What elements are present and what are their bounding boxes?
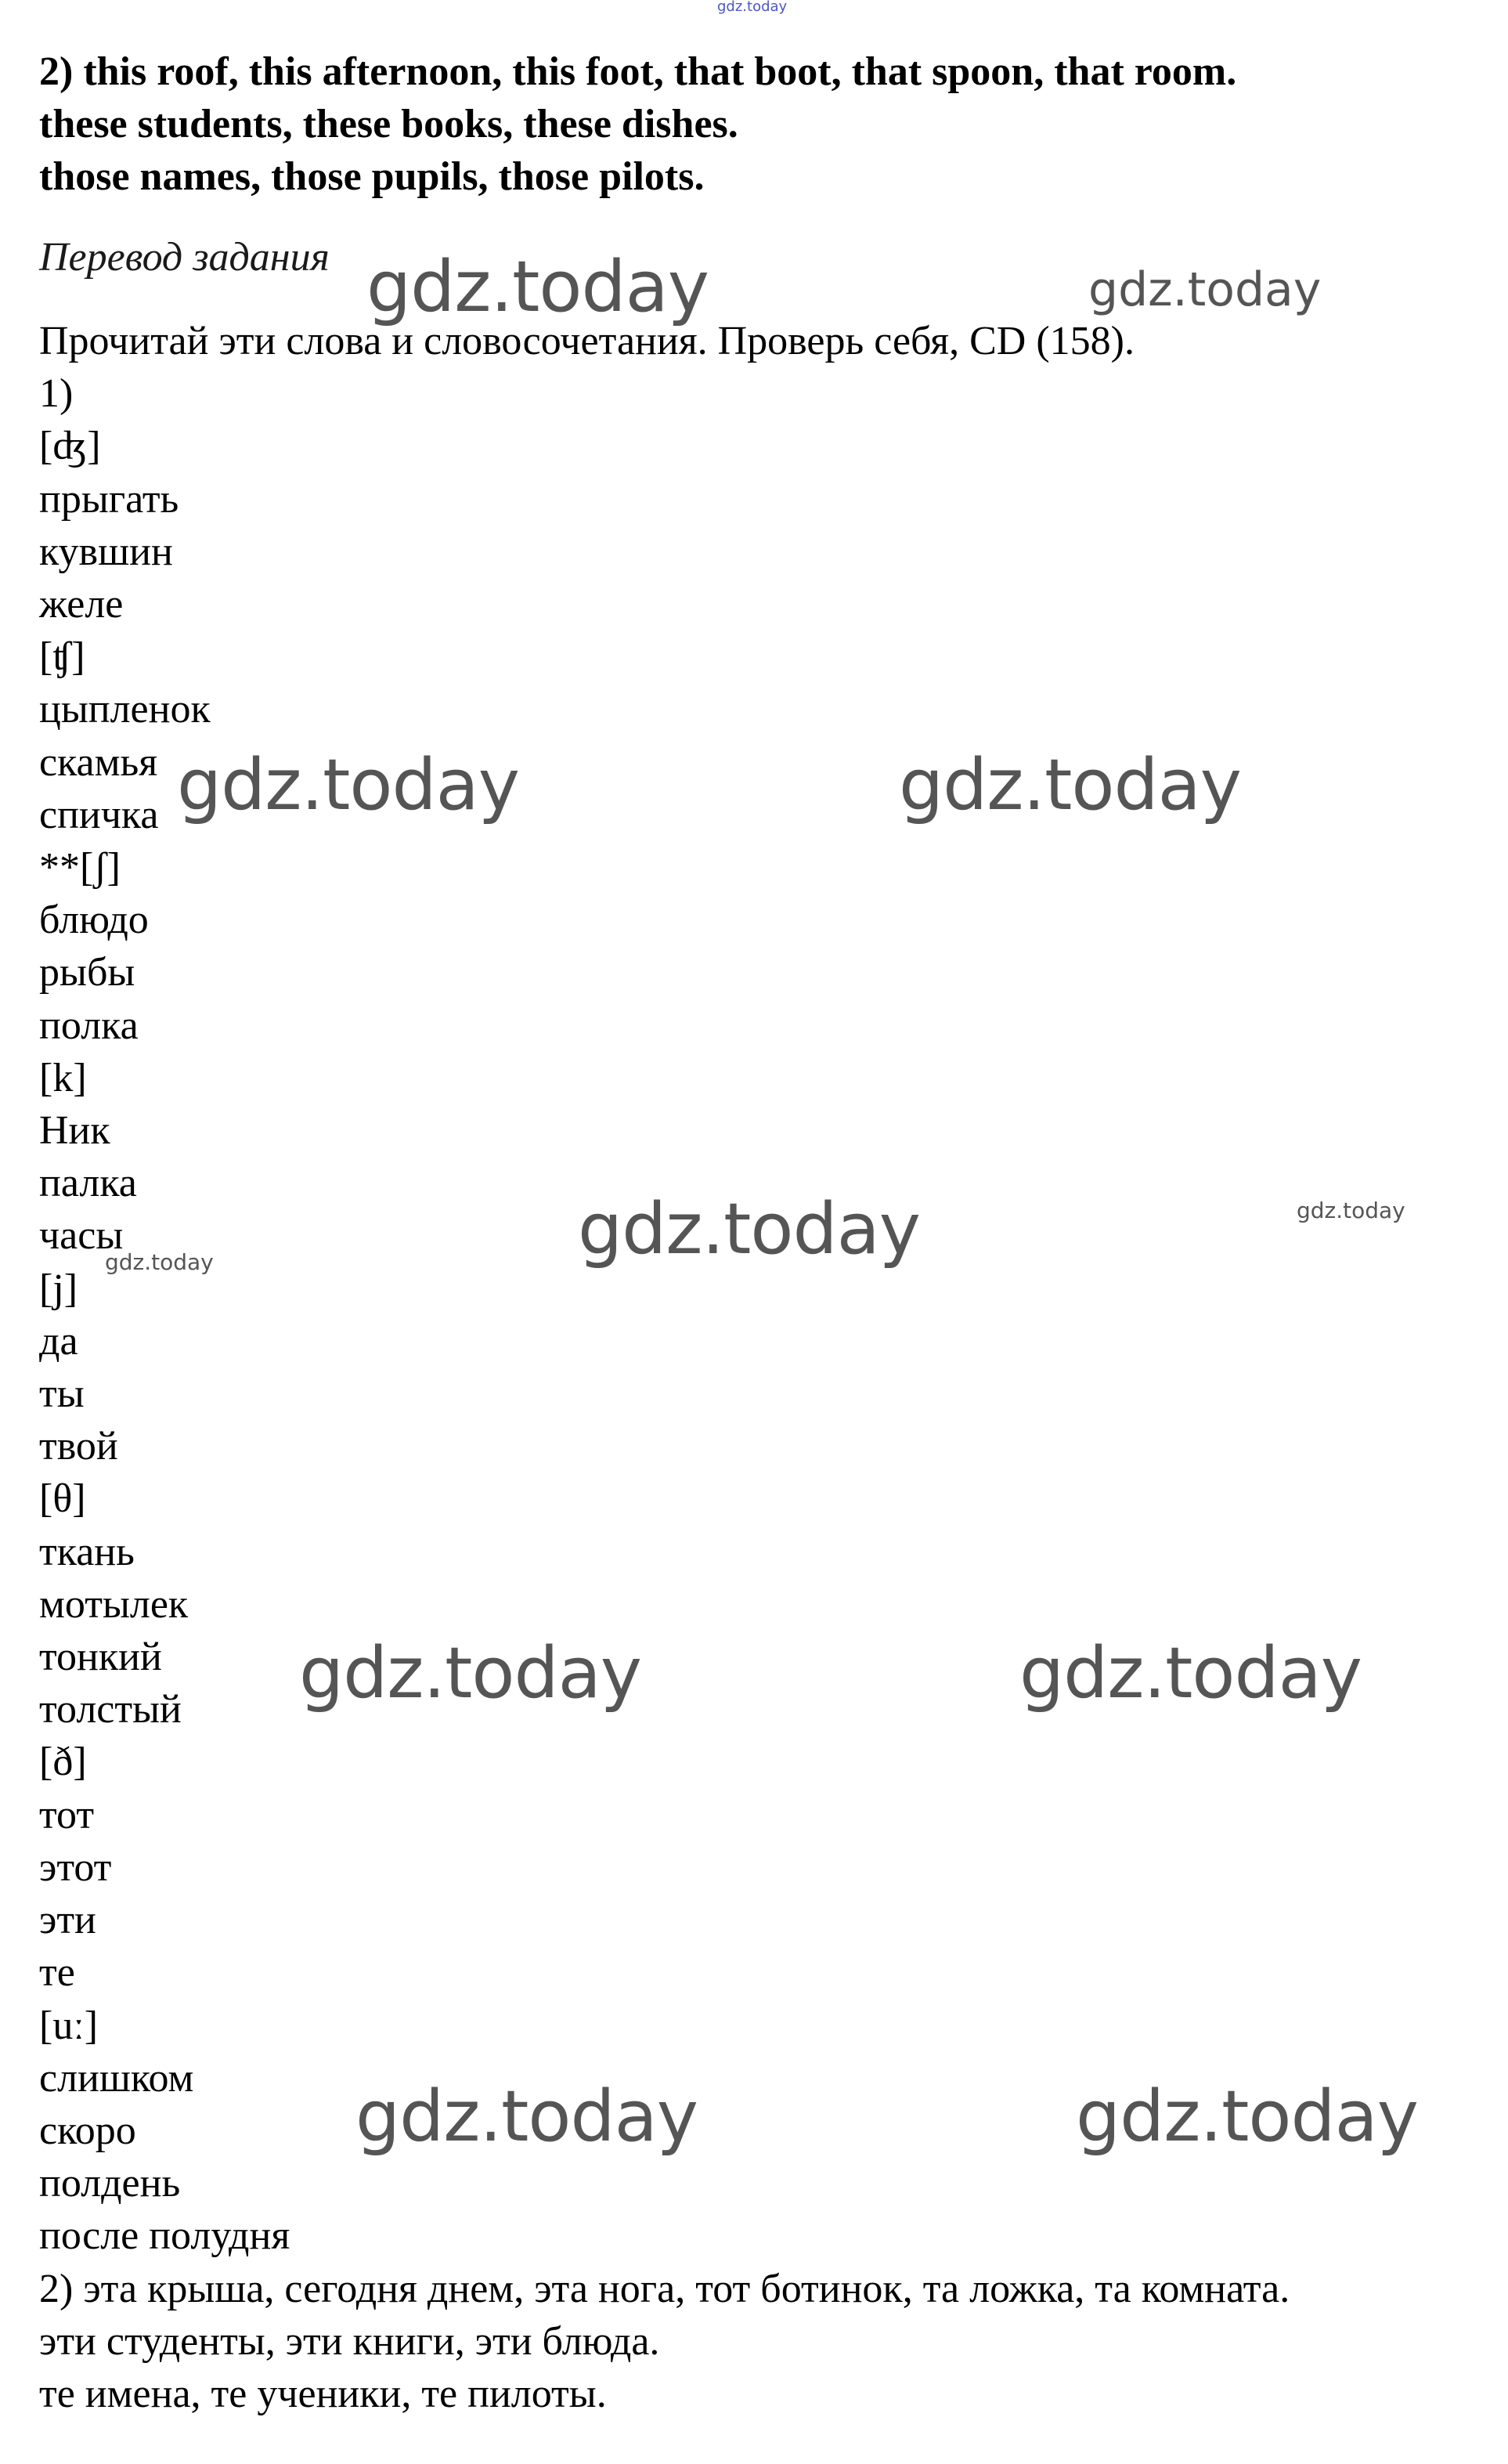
watermark: gdz.today bbox=[355, 2076, 698, 2158]
translation-line: Ник bbox=[39, 1108, 110, 1154]
answer-line: those names, those pupils, those pilots. bbox=[39, 154, 705, 199]
watermark: gdz.today bbox=[299, 1632, 642, 1714]
translation-line: [ð] bbox=[39, 1740, 87, 1785]
translation-line: полдень bbox=[39, 2161, 181, 2206]
translation-line: [j] bbox=[39, 1266, 78, 1311]
translation-line: да bbox=[39, 1318, 78, 1364]
translation-line: часы bbox=[39, 1213, 124, 1259]
answer-line: these students, these books, these dishes. bbox=[39, 102, 738, 146]
translation-line: те bbox=[39, 1950, 75, 1996]
watermark: gdz.today bbox=[1076, 2076, 1419, 2158]
translation-line: [uː] bbox=[39, 2003, 99, 2048]
translation-line: скоро bbox=[39, 2108, 136, 2153]
translation-line: ты bbox=[39, 1371, 85, 1417]
translation-line: тот bbox=[39, 1792, 95, 1837]
watermark: gdz.today bbox=[578, 1188, 921, 1270]
watermark: gdz.today bbox=[1019, 1632, 1362, 1714]
translation-line: мотылек bbox=[39, 1581, 189, 1627]
translation-line: [k] bbox=[39, 1055, 87, 1100]
translation-line: [ʤ] bbox=[39, 424, 101, 469]
translation-line: [θ] bbox=[39, 1476, 86, 1522]
watermark: gdz.today bbox=[366, 246, 709, 328]
translation-line: **[ʃ] bbox=[39, 845, 121, 891]
translation-line: Прочитай эти слова и словосочетания. Проверь себя, CD (158). bbox=[39, 319, 1135, 363]
translation-line: эти bbox=[39, 1898, 96, 1943]
translation-line: желе bbox=[39, 582, 124, 627]
translation-heading: Перевод задания bbox=[39, 235, 330, 280]
translation-line: палка bbox=[39, 1161, 137, 1206]
translation-line: те имена, те ученики, те пилоты. bbox=[39, 2371, 607, 2416]
translation-line: 1) bbox=[39, 371, 74, 417]
watermark: gdz.today bbox=[105, 1249, 214, 1275]
watermark: gdz.today bbox=[899, 744, 1242, 826]
translation-line: спичка bbox=[39, 792, 159, 837]
translation-line: [ʧ] bbox=[39, 634, 85, 680]
translation-line: полка bbox=[39, 1003, 139, 1048]
translation-line: ткань bbox=[39, 1529, 135, 1574]
translation-line: скамья bbox=[39, 739, 158, 785]
translation-line: рыбы bbox=[39, 950, 135, 995]
translation-line: тонкий bbox=[39, 1635, 162, 1680]
translation-line: после полудня bbox=[39, 2213, 290, 2259]
translation-line: эти студенты, эти книги, эти блюда. bbox=[39, 2318, 660, 2364]
translation-line: цыпленок bbox=[39, 687, 211, 732]
translation-line: кувшин bbox=[39, 529, 173, 574]
translation-line: толстый bbox=[39, 1687, 182, 1732]
translation-line: прыгать bbox=[39, 476, 179, 522]
translation-line: 2) эта крыша, сегодня днем, эта нога, тот ботинок, та ложка, та комната. bbox=[39, 2266, 1290, 2311]
watermark: gdz.today bbox=[1088, 262, 1322, 317]
watermark: gdz.today bbox=[1297, 1198, 1405, 1223]
watermark: gdz.today bbox=[717, 0, 788, 15]
answer-block bbox=[39, 45, 1236, 203]
translation-line: слишком bbox=[39, 2055, 194, 2101]
watermark: gdz.today bbox=[177, 744, 520, 826]
translation-line: этот bbox=[39, 1844, 112, 1890]
translation-line: блюдо bbox=[39, 898, 149, 943]
answer-line: 2) this roof, this afternoon, this foot, that boot, that spoon, that room. bbox=[39, 49, 1237, 94]
translation-line: твой bbox=[39, 1424, 118, 1469]
